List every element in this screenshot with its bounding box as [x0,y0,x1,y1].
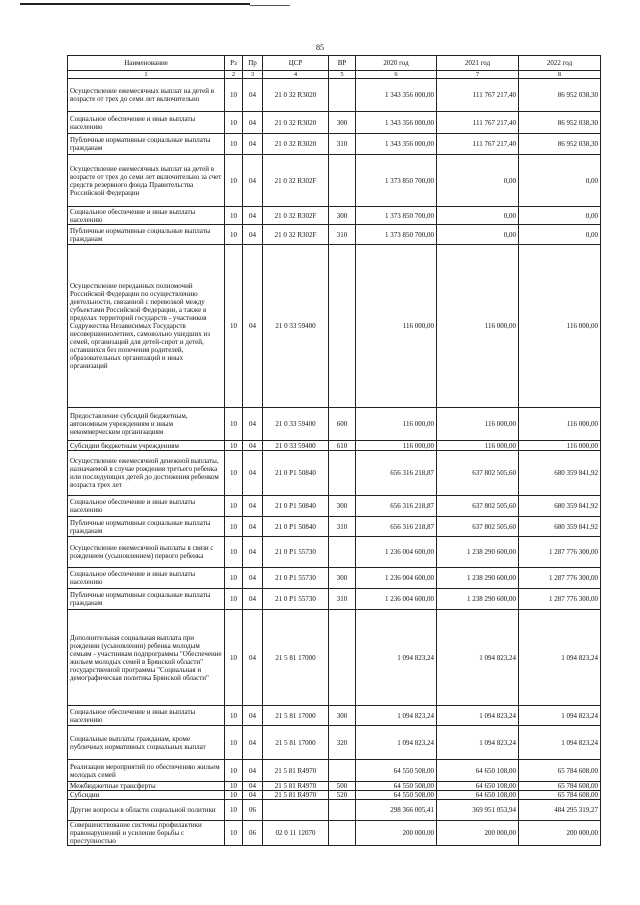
header-2022: 2022 год [519,56,601,71]
row-amount-2022: 86 952 038,30 [519,79,601,112]
row-amount-2021: 64 650 108,00 [437,760,519,782]
row-csr: 21 0 33 59400 [263,441,329,451]
row-rz: 10 [225,112,243,134]
row-vr: 310 [329,134,356,155]
header-2020: 2020 год [356,56,437,71]
table-row [68,245,601,408]
row-csr: 21 5 81 17000 [263,610,329,706]
row-name: Субсидии бюджетным учреждениям [68,441,225,451]
row-csr: 21 5 81 R4970 [263,782,329,791]
row-amount-2021: 0,00 [437,225,519,245]
row-amount-2021: 0,00 [437,207,519,225]
row-amount-2021: 1 094 823,24 [437,726,519,760]
row-vr: 300 [329,112,356,134]
row-amount-2022: 86 952 038,30 [519,134,601,155]
row-name: Социальные выплаты гражданам, кроме публичных нормативных социальных выплат [68,726,225,760]
row-vr: 320 [329,726,356,760]
row-rz: 10 [225,821,243,846]
row-csr: 21 0 32 R3020 [263,79,329,112]
row-vr [329,760,356,782]
column-number: 1 [68,71,225,79]
row-amount-2020: 64 550 508,00 [356,760,437,782]
table-row [68,408,601,441]
row-rz: 10 [225,134,243,155]
row-name: Публичные нормативные социальные выплаты гражданам [68,589,225,610]
row-csr: 21 0 P1 50840 [263,496,329,517]
row-vr [329,245,356,408]
row-amount-2022: 0,00 [519,207,601,225]
header-row [68,56,601,71]
row-amount-2020: 1 373 850 700,00 [356,225,437,245]
row-pr: 04 [243,760,263,782]
table-row [68,568,601,589]
row-pr: 04 [243,408,263,441]
row-rz: 10 [225,517,243,537]
row-name: Дополнительная социальная выплата при рождении (усыновлении) ребенка молодым семьям - участникам подпрограммы "Обеспечение жильем молодых семей в Брянской области" государственной программы "Социальная и демографическая политика Брянской области" [68,610,225,706]
row-rz: 10 [225,760,243,782]
row-amount-2020: 1 343 356 000,00 [356,79,437,112]
row-amount-2022: 680 359 841,92 [519,451,601,496]
row-pr: 04 [243,155,263,207]
row-name: Осуществление ежемесячной выплаты в связи с рождением (усыновлением) первого ребенка [68,537,225,568]
row-amount-2021: 1 238 290 600,00 [437,589,519,610]
row-amount-2022: 65 784 608,00 [519,782,601,791]
row-amount-2021: 1 094 823,24 [437,610,519,706]
table-row [68,155,601,207]
row-csr: 21 0 P1 55730 [263,568,329,589]
row-pr: 04 [243,589,263,610]
row-rz: 10 [225,726,243,760]
column-number: 8 [519,71,601,79]
row-vr [329,800,356,821]
row-vr: 300 [329,706,356,726]
row-amount-2022: 1 287 776 300,00 [519,589,601,610]
row-name: Публичные нормативные социальные выплаты гражданам [68,225,225,245]
row-rz: 10 [225,791,243,800]
row-vr: 310 [329,517,356,537]
budget-table [67,55,601,846]
row-rz: 10 [225,589,243,610]
row-amount-2022: 116 000,00 [519,408,601,441]
row-rz: 10 [225,441,243,451]
top-rule [20,3,250,5]
row-vr [329,537,356,568]
row-amount-2021: 200 000,00 [437,821,519,846]
table-row [68,441,601,451]
table-row [68,207,601,225]
row-amount-2022: 200 000,00 [519,821,601,846]
row-amount-2021: 116 000,00 [437,441,519,451]
row-pr: 04 [243,441,263,451]
row-pr: 04 [243,496,263,517]
table-row [68,517,601,537]
row-pr: 06 [243,821,263,846]
row-rz: 10 [225,537,243,568]
row-csr: 21 0 32 R302F [263,155,329,207]
row-vr: 300 [329,496,356,517]
row-vr: 310 [329,589,356,610]
row-csr: 21 5 81 R4970 [263,760,329,782]
table-body [68,79,601,846]
row-amount-2022: 65 784 608,00 [519,760,601,782]
row-name: Предоставление субсидий бюджетным, автономным учреждениям и иным некоммерческим организациям [68,408,225,441]
row-pr: 04 [243,225,263,245]
header-name: Наименование [68,56,225,71]
row-csr: 21 0 32 R3020 [263,112,329,134]
row-amount-2020: 656 316 218,87 [356,451,437,496]
row-amount-2020: 1 236 004 600,00 [356,589,437,610]
row-amount-2020: 1 236 004 600,00 [356,537,437,568]
row-amount-2020: 298 366 005,41 [356,800,437,821]
row-rz: 10 [225,408,243,441]
row-rz: 10 [225,610,243,706]
row-amount-2021: 637 802 505,60 [437,496,519,517]
row-amount-2022: 1 287 776 300,00 [519,537,601,568]
row-amount-2020: 1 373 850 700,00 [356,155,437,207]
row-amount-2021: 111 767 217,40 [437,112,519,134]
row-amount-2020: 656 316 218,87 [356,517,437,537]
row-pr: 04 [243,207,263,225]
header-vr: ВР [329,56,356,71]
row-name: Осуществление ежемесячных выплат на детей в возрасте от трех до семи лет включительно за счет средств резервного фонда Правительства Российской Федерации [68,155,225,207]
row-vr [329,79,356,112]
row-amount-2020: 1 373 850 700,00 [356,207,437,225]
row-vr: 310 [329,225,356,245]
row-name: Реализация мероприятий по обеспечению жильем молодых семей [68,760,225,782]
row-name: Публичные нормативные социальные выплаты гражданам [68,134,225,155]
table-row [68,589,601,610]
row-amount-2022: 65 784 608,00 [519,791,601,800]
row-csr: 21 0 32 R302F [263,225,329,245]
row-amount-2022: 116 000,00 [519,441,601,451]
table-row [68,726,601,760]
row-rz: 10 [225,496,243,517]
row-amount-2021: 637 802 505,60 [437,517,519,537]
row-pr: 04 [243,706,263,726]
row-vr [329,155,356,207]
row-vr: 300 [329,568,356,589]
row-rz: 10 [225,568,243,589]
row-pr: 06 [243,800,263,821]
column-number: 2 [225,71,243,79]
row-vr [329,821,356,846]
table-row [68,537,601,568]
top-rule-short [250,5,290,6]
table-row [68,791,601,800]
column-number: 7 [437,71,519,79]
row-amount-2020: 64 550 508,00 [356,791,437,800]
row-name: Социальное обеспечение и иные выплаты населению [68,706,225,726]
row-amount-2020: 1 343 356 000,00 [356,112,437,134]
row-name: Другие вопросы в области социальной политики [68,800,225,821]
row-amount-2021: 116 000,00 [437,245,519,408]
row-name: Осуществление ежемесячной денежной выплаты, назначаемой в случае рождения третьего ребенка или последующих детей до достижения ребенком возраста трех лет [68,451,225,496]
row-amount-2022: 86 952 038,30 [519,112,601,134]
row-amount-2022: 0,00 [519,225,601,245]
row-pr: 04 [243,134,263,155]
column-number: 6 [356,71,437,79]
row-amount-2022: 1 094 823,24 [519,706,601,726]
row-amount-2021: 637 802 505,60 [437,451,519,496]
table-row [68,496,601,517]
row-amount-2022: 680 359 841,92 [519,517,601,537]
row-name: Осуществление ежемесячных выплат на детей в возрасте от трех до семи лет включительно [68,79,225,112]
row-csr: 21 5 81 17000 [263,706,329,726]
header-rz: Рз [225,56,243,71]
table-row [68,760,601,782]
row-amount-2021: 1 094 823,24 [437,706,519,726]
row-csr: 21 0 P1 55730 [263,537,329,568]
row-amount-2020: 64 550 508,00 [356,782,437,791]
table-row [68,821,601,846]
header-pr: Пр [243,56,263,71]
row-rz: 10 [225,225,243,245]
row-csr: 21 0 P1 55730 [263,589,329,610]
row-name: Социальное обеспечение и иные выплаты населению [68,568,225,589]
row-name: Социальное обеспечение и иные выплаты населению [68,112,225,134]
row-rz: 10 [225,706,243,726]
row-name: Социальное обеспечение и иные выплаты населению [68,496,225,517]
row-pr: 04 [243,782,263,791]
row-name: Осуществление переданных полномочий Российской Федерации по осуществлению деятельности, связанной с перевозкой между субъектами Российской Федерации, а также в пределах территорий государств - участников Содружества Независимых Государств несовершеннолетних, самовольно ушедших из семей, организаций для детей-сирот и детей, оставшихся без попечения родителей, образовательных организаций и иных организаций [68,245,225,408]
table-row [68,782,601,791]
row-amount-2020: 116 000,00 [356,408,437,441]
row-vr [329,610,356,706]
row-pr: 04 [243,245,263,408]
row-amount-2020: 116 000,00 [356,441,437,451]
row-amount-2020: 1 343 356 000,00 [356,134,437,155]
row-csr: 02 0 11 12070 [263,821,329,846]
row-rz: 10 [225,207,243,225]
row-pr: 04 [243,568,263,589]
row-csr: 21 5 81 R4970 [263,791,329,800]
column-number: 4 [263,71,329,79]
row-vr: 610 [329,441,356,451]
table-row [68,225,601,245]
row-pr: 04 [243,517,263,537]
row-pr: 04 [243,610,263,706]
row-amount-2022: 484 295 319,27 [519,800,601,821]
row-rz: 10 [225,155,243,207]
row-name: Социальное обеспечение и иные выплаты населению [68,207,225,225]
row-amount-2021: 64 650 108,00 [437,782,519,791]
table-row [68,800,601,821]
row-csr: 21 0 32 R302F [263,207,329,225]
table-row [68,134,601,155]
table-row [68,112,601,134]
row-amount-2020: 116 000,00 [356,245,437,408]
table-row [68,706,601,726]
row-amount-2022: 1 094 823,24 [519,726,601,760]
row-vr: 600 [329,408,356,441]
row-amount-2022: 680 359 841,92 [519,496,601,517]
row-vr: 500 [329,782,356,791]
row-vr: 520 [329,791,356,800]
row-rz: 10 [225,451,243,496]
row-amount-2020: 200 000,00 [356,821,437,846]
row-amount-2021: 116 000,00 [437,408,519,441]
row-amount-2022: 116 000,00 [519,245,601,408]
row-csr: 21 0 32 R3020 [263,134,329,155]
column-number: 5 [329,71,356,79]
row-amount-2021: 111 767 217,40 [437,79,519,112]
row-rz: 10 [225,800,243,821]
table-row [68,79,601,112]
row-csr: 21 0 33 59400 [263,408,329,441]
row-vr: 300 [329,207,356,225]
header-2021: 2021 год [437,56,519,71]
table-row [68,610,601,706]
row-pr: 04 [243,79,263,112]
header-csr: ЦСР [263,56,329,71]
row-rz: 10 [225,782,243,791]
row-vr [329,451,356,496]
row-pr: 04 [243,451,263,496]
row-name: Публичные нормативные социальные выплаты гражданам [68,517,225,537]
row-csr [263,800,329,821]
row-pr: 04 [243,791,263,800]
row-amount-2020: 1 094 823,24 [356,610,437,706]
row-pr: 04 [243,537,263,568]
row-csr: 21 0 33 59400 [263,245,329,408]
row-name: Субсидии [68,791,225,800]
row-csr: 21 5 81 17000 [263,726,329,760]
row-amount-2022: 0,00 [519,155,601,207]
page-number: 85 [316,43,324,52]
row-rz: 10 [225,245,243,408]
row-amount-2020: 1 236 004 600,00 [356,568,437,589]
row-name: Совершенствование системы профилактики правонарушений и усиление борьбы с преступностью [68,821,225,846]
row-pr: 04 [243,726,263,760]
row-amount-2022: 1 287 776 300,00 [519,568,601,589]
row-amount-2022: 1 094 823,24 [519,610,601,706]
row-amount-2021: 111 767 217,40 [437,134,519,155]
row-pr: 04 [243,112,263,134]
column-number-row [68,71,601,79]
row-amount-2021: 64 650 108,00 [437,791,519,800]
row-amount-2020: 656 316 218,87 [356,496,437,517]
row-amount-2021: 0,00 [437,155,519,207]
row-csr: 21 0 P1 50840 [263,451,329,496]
row-rz: 10 [225,79,243,112]
table-row [68,451,601,496]
column-number: 3 [243,71,263,79]
row-amount-2020: 1 094 823,24 [356,726,437,760]
row-amount-2021: 369 951 053,94 [437,800,519,821]
row-csr: 21 0 P1 50840 [263,517,329,537]
row-amount-2021: 1 238 290 600,00 [437,537,519,568]
row-amount-2020: 1 094 823,24 [356,706,437,726]
row-name: Межбюджетные трансферты [68,782,225,791]
row-amount-2021: 1 238 290 600,00 [437,568,519,589]
